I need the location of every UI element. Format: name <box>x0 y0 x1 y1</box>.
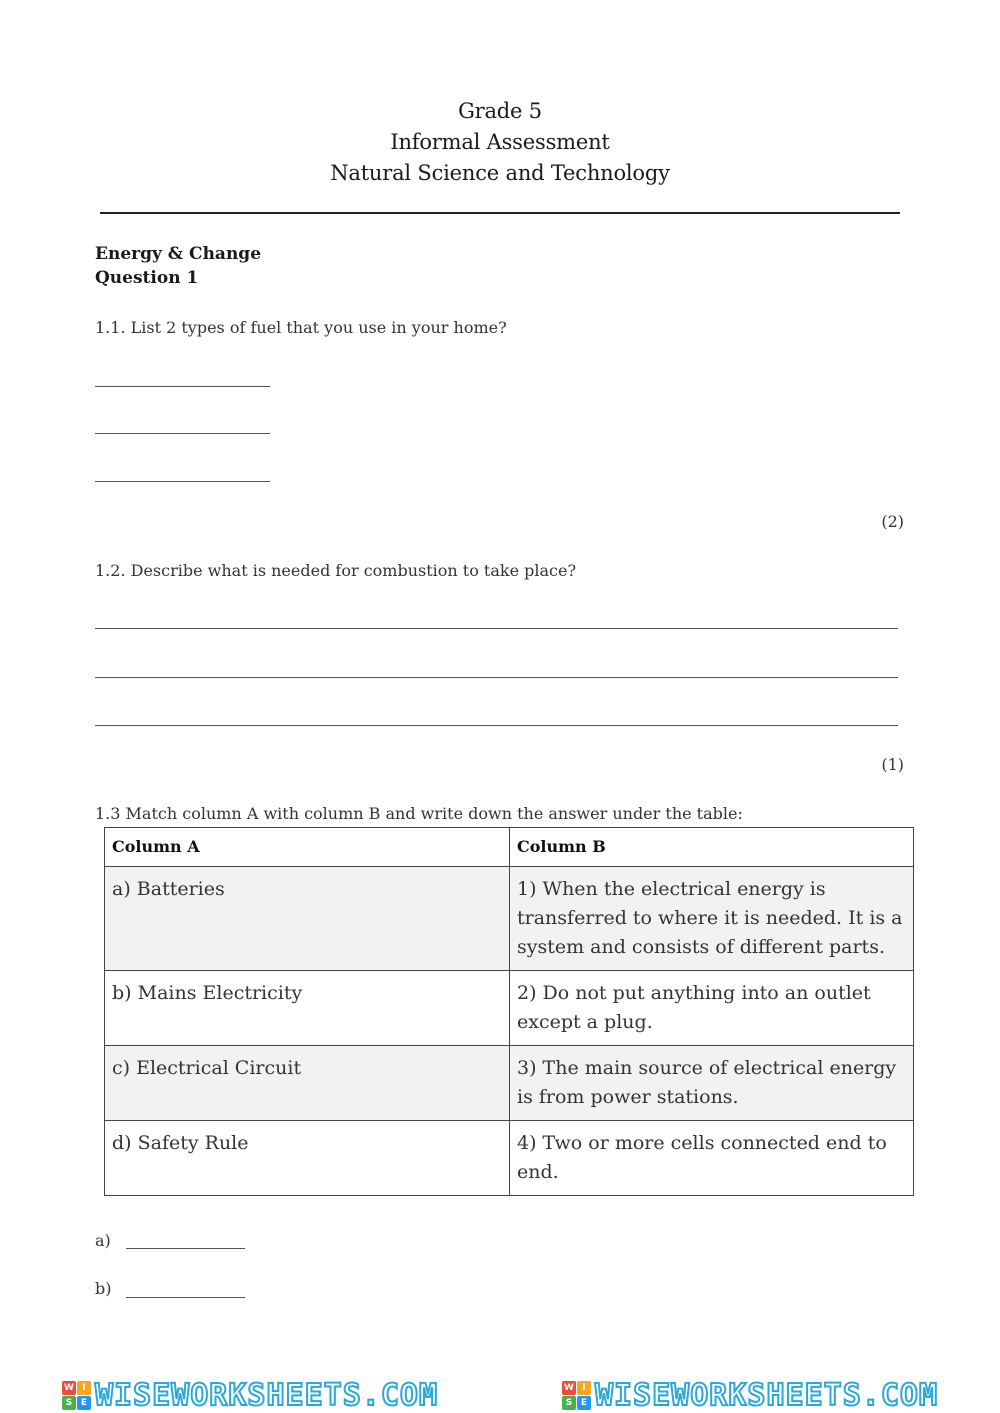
answer-line[interactable] <box>95 725 898 726</box>
worksheet-header <box>0 96 1000 189</box>
brand[interactable] <box>62 1379 438 1413</box>
footer-watermark <box>0 1378 1000 1413</box>
brand-logo-icon: W I S E <box>62 1381 91 1410</box>
column-b-cell: 1) When the electrical energy is transferred to where it is needed. It is a system and consists of different parts. <box>510 867 914 971</box>
column-a-cell: c) Electrical Circuit <box>105 1046 510 1121</box>
column-a-cell: d) Safety Rule <box>105 1121 510 1196</box>
answer-label-a: a) <box>95 1231 111 1250</box>
question-1-1: 1.1. List 2 types of fuel that you use in your home? <box>95 318 507 337</box>
brand-text: WISEWORKSHEETS.COM <box>594 1377 939 1413</box>
question-heading: Question 1 <box>95 268 199 288</box>
subject-title: Natural Science and Technology <box>330 161 670 185</box>
column-b-header: Column B <box>510 828 914 867</box>
marks-1-1: (2) <box>881 512 904 531</box>
topic-heading: Energy & Change <box>95 244 262 264</box>
column-b-cell: 3) The main source of electrical energy is from power stations. <box>510 1046 914 1121</box>
answer-label-b: b) <box>95 1279 112 1298</box>
answer-line[interactable] <box>95 677 898 678</box>
table-row <box>105 867 914 971</box>
column-a-header: Column A <box>105 828 510 867</box>
column-a-cell: a) Batteries <box>105 867 510 971</box>
header-divider <box>100 212 900 214</box>
matching-table <box>104 827 914 1196</box>
marks-1-2: (1) <box>881 755 904 774</box>
table-row <box>105 971 914 1046</box>
brand-logo-icon: W I S E <box>562 1381 591 1410</box>
column-b-cell: 2) Do not put anything into an outlet except a plug. <box>510 971 914 1046</box>
question-1-3: 1.3 Match column A with column B and write down the answer under the table: <box>95 804 743 823</box>
answer-line[interactable] <box>95 433 270 434</box>
answer-line-b[interactable] <box>126 1297 245 1298</box>
question-1-2: 1.2. Describe what is needed for combustion to take place? <box>95 561 577 580</box>
brand[interactable] <box>562 1379 938 1413</box>
table-row <box>105 1046 914 1121</box>
grade-title: Grade 5 <box>458 99 542 123</box>
answer-line[interactable] <box>95 386 270 387</box>
answer-line[interactable] <box>95 628 898 629</box>
column-b-cell: 4) Two or more cells connected end to end. <box>510 1121 914 1196</box>
answer-line[interactable] <box>95 481 270 482</box>
assessment-title: Informal Assessment <box>390 130 610 154</box>
answer-line-a[interactable] <box>126 1248 245 1249</box>
table-row <box>105 1121 914 1196</box>
column-a-cell: b) Mains Electricity <box>105 971 510 1046</box>
brand-text: WISEWORKSHEETS.COM <box>94 1377 439 1413</box>
table-header-row <box>105 828 914 867</box>
